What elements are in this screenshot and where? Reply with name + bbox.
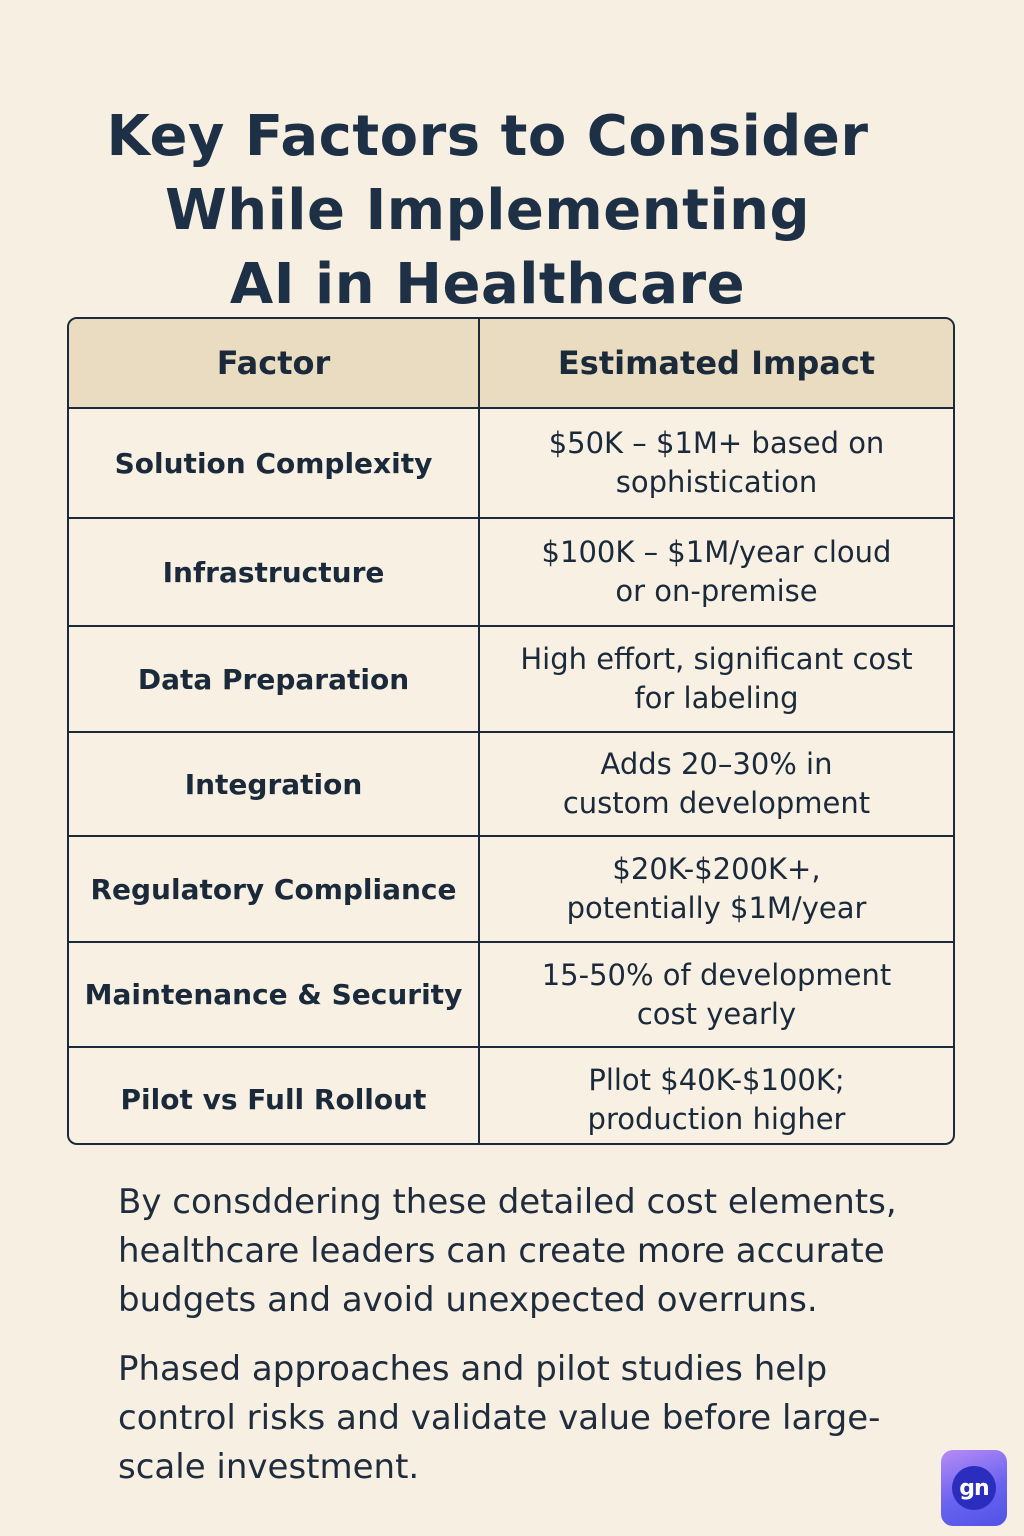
factor-cell: Solution Complexity [69, 408, 479, 518]
impact-line: cost yearly [636, 996, 797, 1031]
table-row [69, 626, 953, 732]
impact-line: 15-50% of development [541, 957, 892, 992]
table-row [69, 836, 953, 942]
factor-cell: Pilot vs Full Rollout [69, 1047, 479, 1145]
impact-line: $50K – $1M+ based on [548, 426, 885, 460]
impact-line: High effort, significant cost [520, 642, 913, 676]
factors-table [67, 317, 955, 1145]
title-line-1: Key Factors to Consider [106, 103, 869, 169]
impact-cell [479, 626, 953, 732]
factor-cell: Infrastructure [69, 518, 479, 626]
impact-line: potentially $1M/year [566, 891, 867, 925]
factor-cell: Maintenance & Security [69, 942, 479, 1047]
impact-cell [479, 518, 953, 626]
impact-line: sophistication [615, 465, 818, 499]
impact-cell [479, 942, 953, 1047]
impact-cell [479, 836, 953, 942]
impact-cell [479, 732, 953, 836]
title-line-2: While Implementing [164, 177, 811, 243]
header-impact: Estimated Impact [479, 319, 953, 408]
impact-line: for labeling [634, 681, 799, 715]
title-line-3: AI in Healthcare [229, 251, 746, 317]
impact-line: or on-premise [615, 574, 818, 608]
impact-cell [479, 1047, 953, 1145]
factor-cell: Regulatory Compliance [69, 836, 479, 942]
impact-line: Pllot $40K-$100K; [588, 1062, 845, 1097]
impact-line: $20K-$200K+, [612, 852, 821, 886]
factor-cell: Integration [69, 732, 479, 836]
impact-line: production higher [587, 1101, 846, 1136]
impact-line: Adds 20–30% in [600, 747, 833, 781]
brand-badge[interactable] [941, 1450, 1007, 1526]
brand-logo-icon: gn [952, 1466, 996, 1510]
table-row [69, 942, 953, 1047]
page-title [0, 100, 975, 322]
impact-line: custom development [562, 786, 871, 820]
header-factor: Factor [69, 319, 479, 408]
table-header-row [69, 319, 953, 408]
recommendation-paragraph: Phased approaches and pilot studies help control risks and validate value before large-scale investment. [118, 1349, 881, 1487]
summary-paragraph: By consddering these detailed cost elements, healthcare leaders can create more accurate budgets and avoid unexpected overruns. [118, 1182, 897, 1320]
table-row [69, 408, 953, 518]
table-row [69, 732, 953, 836]
table-row [69, 1047, 953, 1145]
factor-cell: Data Preparation [69, 626, 479, 732]
impact-line: $100K – $1M/year cloud [541, 535, 892, 569]
impact-cell [479, 408, 953, 518]
table-row [69, 518, 953, 626]
